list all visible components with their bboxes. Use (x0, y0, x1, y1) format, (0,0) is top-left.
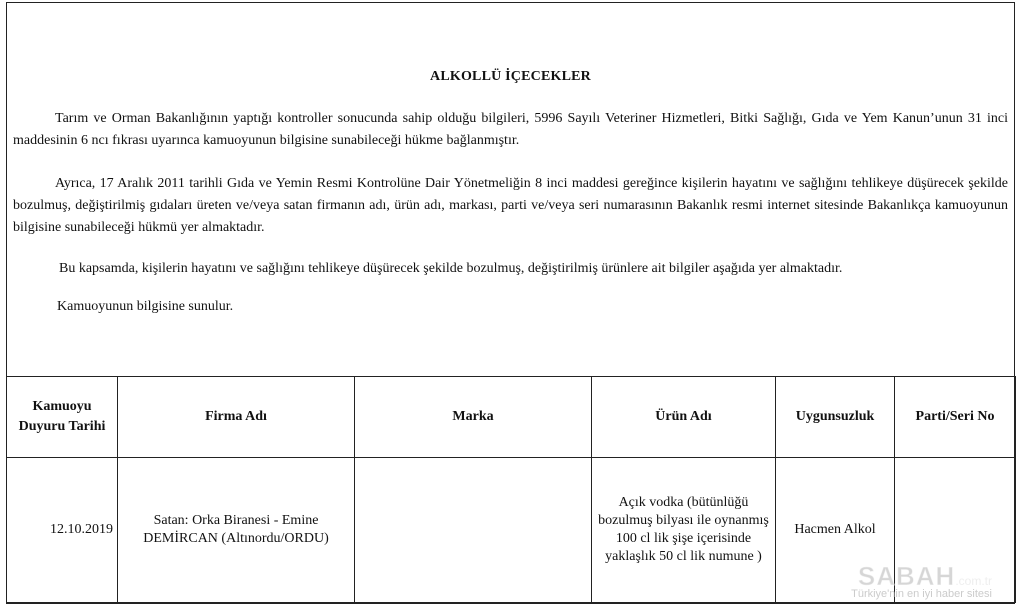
document-frame (6, 2, 1015, 604)
header-product-name: Ürün Adı (592, 377, 776, 458)
cell-date: 12.10.2019 (7, 458, 118, 603)
sabah-watermark (851, 561, 992, 600)
cell-brand (355, 458, 592, 603)
table-header-row (7, 377, 1016, 458)
cell-nonconformity: Hacmen Alkol (776, 458, 895, 603)
sabah-domain: .com.tr (955, 574, 992, 588)
header-brand: Marka (355, 377, 592, 458)
paragraph-regulation: Ayrıca, 17 Aralık 2011 tarihli Gıda ve Yemin Resmi Kontrolüne Dair Yönetmeliğin 8 inci maddesi gereğince kişilerin hayatını ve sağlığını tehlikeye düşürecek şekilde bozulmuş, değiştirilmiş gıdaları üreten ve/veya satan firmanın adı, ürün adı, markası, parti ve/veya seri numarasının Bakanlık resmi internet sitesinde Bakanlıkça kamuoyunun bilgisine sunabileceği hükmü yer almaktadır. (13, 176, 1008, 235)
paragraph-legal-basis: Tarım ve Orman Bakanlığının yaptığı kontroller sonucunda sahip olduğu bilgileri, 5996 Sayılı Veteriner Hizmetleri, Bitki Sağlığı, Gıda ve Yem Kanun’unun 31 inci maddesinin 6 ncı fıkrası uyarınca kamuoyunun bilgisine sunabileceği hükme bağlanmıştır. (13, 111, 1008, 148)
header-firm-name: Firma Adı (118, 377, 355, 458)
header-announcement-date: Kamuoyu Duyuru Tarihi (7, 377, 118, 458)
sabah-logo-text: SABAH (857, 561, 956, 591)
paragraph-closing: Kamuoyunun bilgisine sunulur. (57, 299, 234, 314)
header-lot-number: Parti/Seri No (895, 377, 1016, 458)
paragraph-scope: Bu kapsamda, kişilerin hayatını ve sağlığını tehlikeye düşürecek şekilde bozulmuş, değiştirilmiş ürünlere ait bilgiler aşağıda yer almaktadır. (59, 261, 843, 276)
header-nonconformity: Uygunsuzluk (776, 377, 895, 458)
sabah-tagline: Türkiye'nin en iyi haber sitesi (851, 588, 992, 600)
document-title: ALKOLLÜ İÇECEKLER (430, 69, 591, 84)
intro-section (7, 3, 1014, 370)
cell-product: Açık vodka (bütünlüğü bozulmuş bilyası ile oynanmış 100 cl lik şişe içerisinde yaklaşlık 50 cl lik numune ) (592, 458, 776, 603)
cell-firm: Satan: Orka Biranesi - Emine DEMİRCAN (Altınordu/ORDU) (118, 458, 355, 603)
